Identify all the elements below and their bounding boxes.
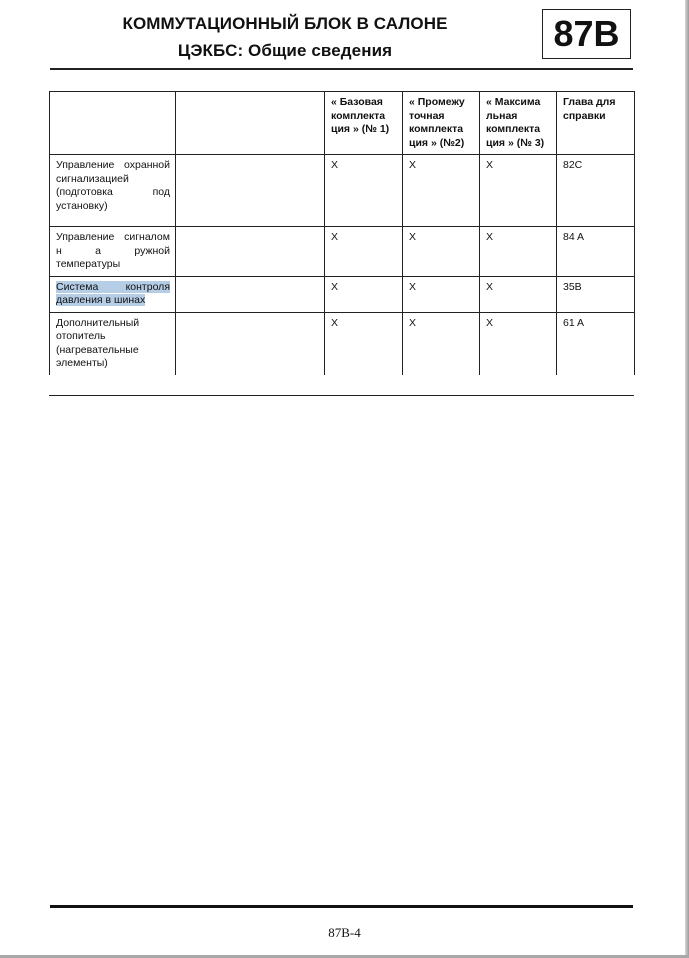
column-header-chapter: Глава для справки <box>557 92 635 155</box>
cell-base: X <box>325 312 403 375</box>
table-row <box>50 227 635 277</box>
cell-chapter: 84 A <box>557 227 635 277</box>
footer-divider <box>50 905 633 908</box>
header-divider <box>50 68 633 70</box>
cell-maximum: X <box>480 312 557 375</box>
title-line-1: КОММУТАЦИОННЫЙ БЛОК В САЛОНЕ <box>122 14 448 33</box>
cell-function[interactable]: Управление сигналом н а ружной температуры <box>50 227 176 277</box>
column-header-function <box>50 92 176 155</box>
cell-base: X <box>325 155 403 227</box>
column-header-intermediate: « Промежу точная комплекта ция » (№2) <box>403 92 480 155</box>
cell-maximum: X <box>480 155 557 227</box>
cell-extra <box>176 155 325 227</box>
column-header-maximum: « Максима льная комплекта ция » (№ 3) <box>480 92 557 155</box>
table-bottom-border <box>49 395 634 396</box>
cell-base: X <box>325 227 403 277</box>
table-header-row <box>50 92 635 155</box>
cell-extra <box>176 227 325 277</box>
cell-intermediate: X <box>403 155 480 227</box>
cell-function[interactable]: Управление охранной сигнализацией (подготовка под установку) <box>50 155 176 227</box>
chapter-badge: 87B <box>542 9 631 59</box>
page-title <box>50 10 520 64</box>
table-row-selected <box>50 276 635 312</box>
selected-text[interactable]: Система контроля давления в шинах <box>56 280 170 306</box>
table-row <box>50 155 635 227</box>
cell-chapter: 35B <box>557 276 635 312</box>
equipment-table <box>49 91 635 375</box>
cell-intermediate: X <box>403 227 480 277</box>
column-header-extra <box>176 92 325 155</box>
cell-extra <box>176 312 325 375</box>
cell-chapter: 82C <box>557 155 635 227</box>
cell-base: X <box>325 276 403 312</box>
page-edge-right <box>685 0 689 958</box>
cell-maximum: X <box>480 276 557 312</box>
cell-maximum: X <box>480 227 557 277</box>
cell-intermediate: X <box>403 312 480 375</box>
table-row <box>50 312 635 375</box>
cell-function[interactable] <box>50 276 176 312</box>
column-header-base: « Базовая комплекта ция » (№ 1) <box>325 92 403 155</box>
cell-intermediate: X <box>403 276 480 312</box>
title-line-2: ЦЭКБС: Общие сведения <box>177 41 393 60</box>
cell-chapter: 61 A <box>557 312 635 375</box>
cell-function[interactable]: Дополнительный отопитель (нагревательные элементы) <box>50 312 176 375</box>
cell-extra <box>176 276 325 312</box>
page-number: 87B-4 <box>328 925 361 940</box>
